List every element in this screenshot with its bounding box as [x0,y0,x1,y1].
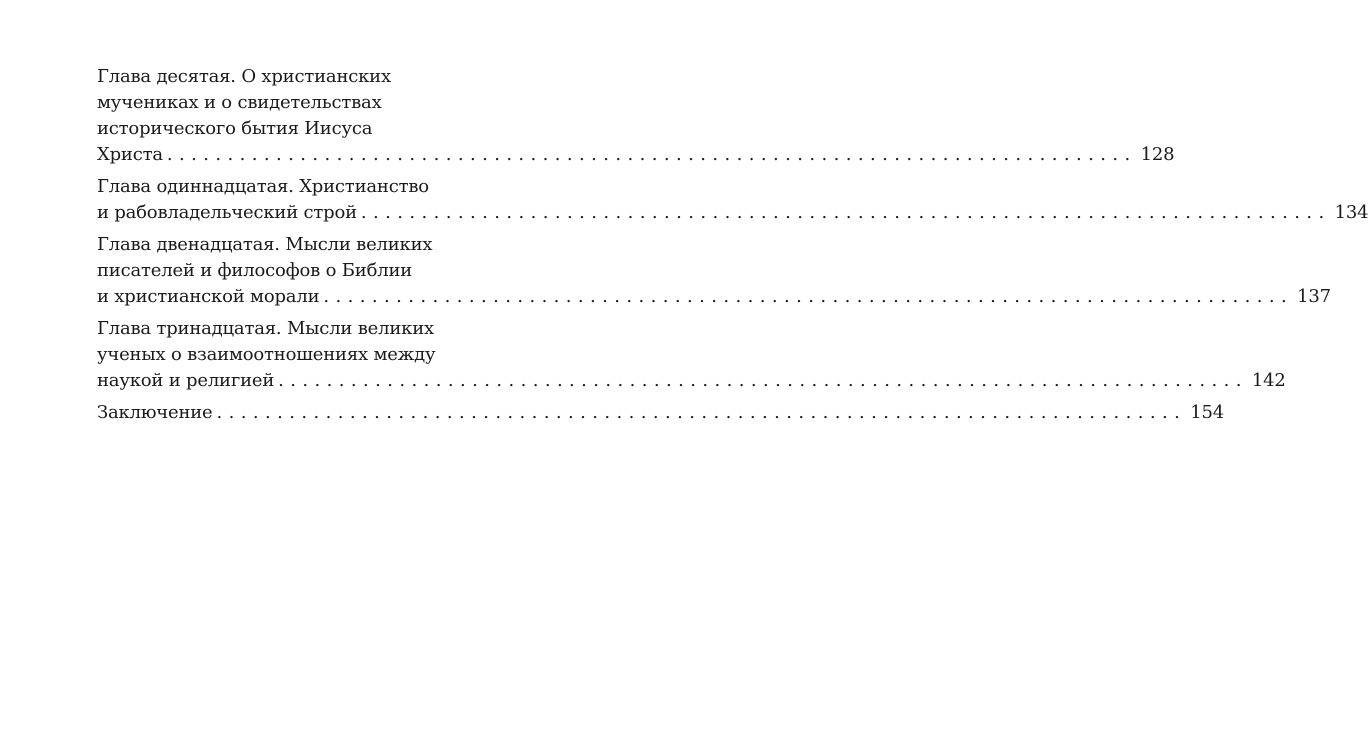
page-number: 154 [1190,402,1225,423]
toc-entry-title-line: и рабовладельческий строй [97,202,357,223]
toc-entry-title-line: Глава тринадцатая. Мысли великих [97,318,434,339]
table-of-contents [97,64,1368,432]
toc-entry-last-line [97,400,1225,426]
leader-dots: ................................................................................ [166,144,1137,165]
toc-entry-title-line: ученых о взаимоотношениях между [97,344,436,365]
toc-entry-title-line: Заключение [97,402,213,423]
toc-entry [97,316,1286,394]
toc-entry-title-line: Глава десятая. О христианских [97,66,391,87]
leader-dots: ................................................................................ [278,370,1248,391]
leader-dots: ................................................................................ [216,402,1187,423]
page-number: 134 [1334,202,1368,223]
toc-entry-title-line: Глава одиннадцатая. Христианство [97,176,429,197]
leader-dots: ................................................................................ [360,202,1331,223]
toc-entry [97,400,1225,426]
toc-entry-title-line: мучениках и о свидетельствах [97,92,382,113]
toc-entry-title-line: Глава двенадцатая. Мысли великих [97,234,433,255]
toc-entry-last-line [97,284,1331,310]
toc-entry-last-line [97,200,1368,226]
page-number: 128 [1140,144,1175,165]
toc-entry-last-line [97,368,1286,394]
toc-entry-title-line: наукой и религией [97,370,275,391]
leader-dots: ................................................................................ [323,286,1294,307]
toc-entry-title-line: Христа [97,144,163,165]
toc-entry-last-line [97,142,1175,168]
toc-entry [97,174,1368,226]
toc-entry-title-line: и христианской морали [97,286,320,307]
toc-entry [97,64,1175,168]
toc-entry-title-line: писателей и философов о Библии [97,260,413,281]
page-number: 137 [1297,286,1331,307]
page-number: 142 [1251,370,1286,391]
toc-entry-title-line: исторического бытия Иисуса [97,118,373,139]
toc-entry [97,232,1331,310]
